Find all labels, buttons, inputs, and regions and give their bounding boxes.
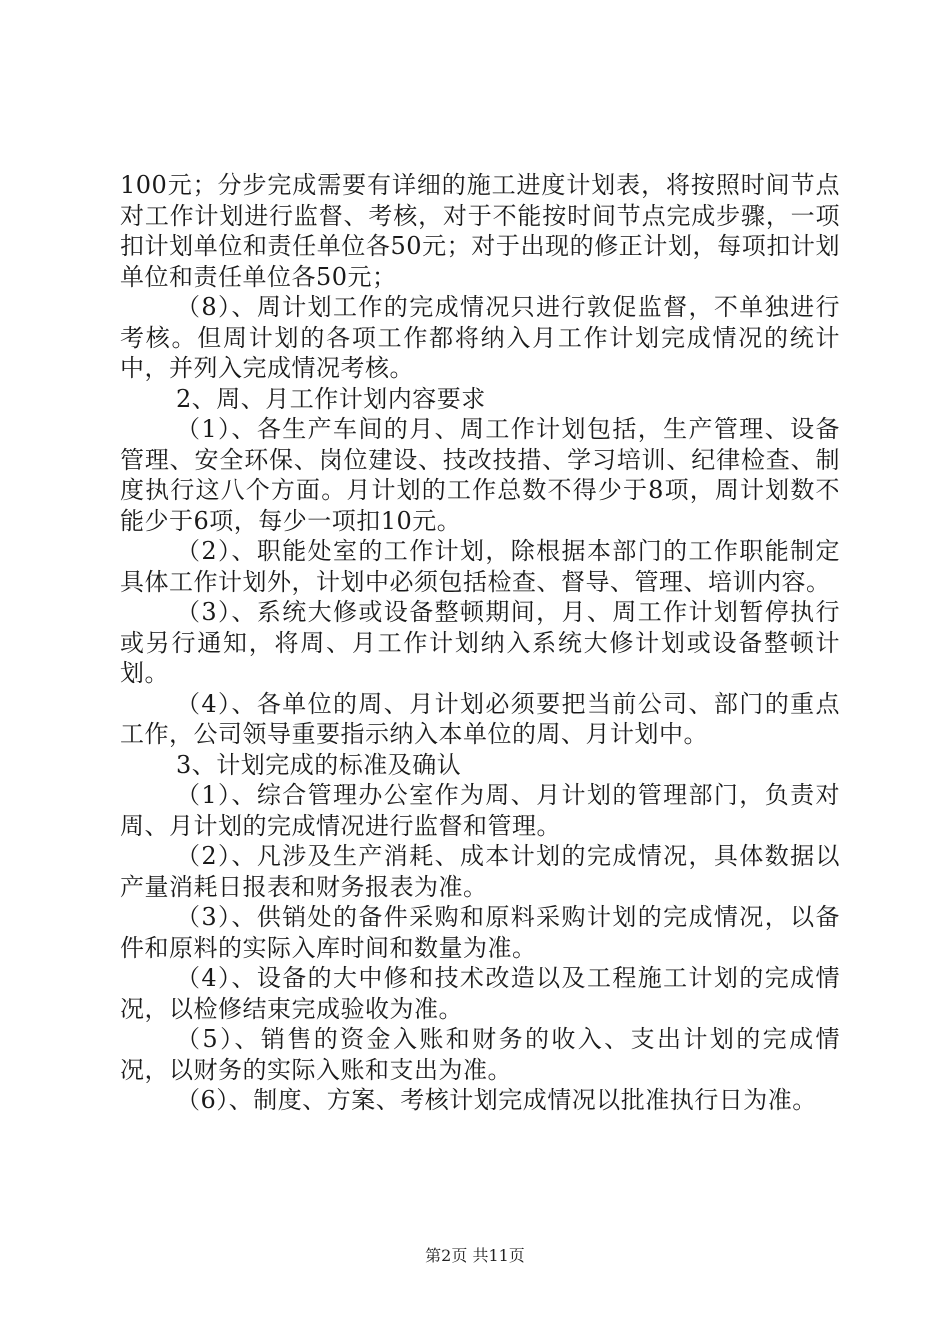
paragraph-section3-item-6: （6）、制度、方案、考核计划完成情况以批准执行日为准。 (176, 1086, 817, 1114)
document-body (120, 170, 840, 1116)
paragraph-item-8: （8）、周计划工作的完成情况只进行敦促监督，不单独进行考核。但周计划的各项工作都将纳入月工作计划完成情况的统计中，并列入完成情况考核。 (120, 293, 840, 382)
paragraph-section3-item-2: （2）、凡涉及生产消耗、成本计划的完成情况，具体数据以产量消耗日报表和财务报表为准。 (120, 842, 840, 901)
paragraph-section2-item-4: （4）、各单位的周、月计划必须要把当前公司、部门的重点工作，公司领导重要指示纳入本单位的周、月计划中。 (120, 689, 840, 748)
section-heading-2: 2、周、月工作计划内容要求 (176, 384, 486, 413)
paragraph-section3-item-1: （1）、综合管理办公室作为周、月计划的管理部门，负责对周、月计划的完成情况进行监督和管理。 (120, 781, 840, 840)
paragraph-section2-item-1: （1）、各生产车间的月、周工作计划包括，生产管理、设备管理、安全环保、岗位建设、技改技措、学习培训、纪律检查、制度执行这八个方面。月计划的工作总数不得少于8项，周计划数不能少于6项，每少一项扣10元。 (120, 415, 840, 535)
paragraph-section3-item-5: （5）、销售的资金入账和财务的收入、支出计划的完成情况，以财务的实际入账和支出为准。 (120, 1025, 840, 1084)
paragraph-continuation: 100元；分步完成需要有详细的施工进度计划表，将按照时间节点对工作计划进行监督、考核，对于不能按时间节点完成步骤，一项扣计划单位和责任单位各50元；对于出现的修正计划，每项扣计划单位和责任单位各50元； (120, 171, 840, 291)
paragraph-section2-item-2: （2）、职能处室的工作计划，除根据本部门的工作职能制定具体工作计划外，计划中必须包括检查、督导、管理、培训内容。 (120, 537, 840, 596)
section-heading-3: 3、计划完成的标准及确认 (176, 750, 462, 779)
paragraph-section3-item-3: （3）、供销处的备件采购和原料采购计划的完成情况，以备件和原料的实际入库时间和数量为准。 (120, 903, 840, 962)
paragraph-section3-item-4: （4）、设备的大中修和技术改造以及工程施工计划的完成情况，以检修结束完成验收为准。 (120, 964, 840, 1023)
paragraph-section2-item-3: （3）、系统大修或设备整顿期间，月、周工作计划暂停执行或另行通知，将周、月工作计划纳入系统大修计划或设备整顿计划。 (120, 598, 840, 687)
page-number-footer: 第2页 共11页 (425, 1246, 525, 1265)
